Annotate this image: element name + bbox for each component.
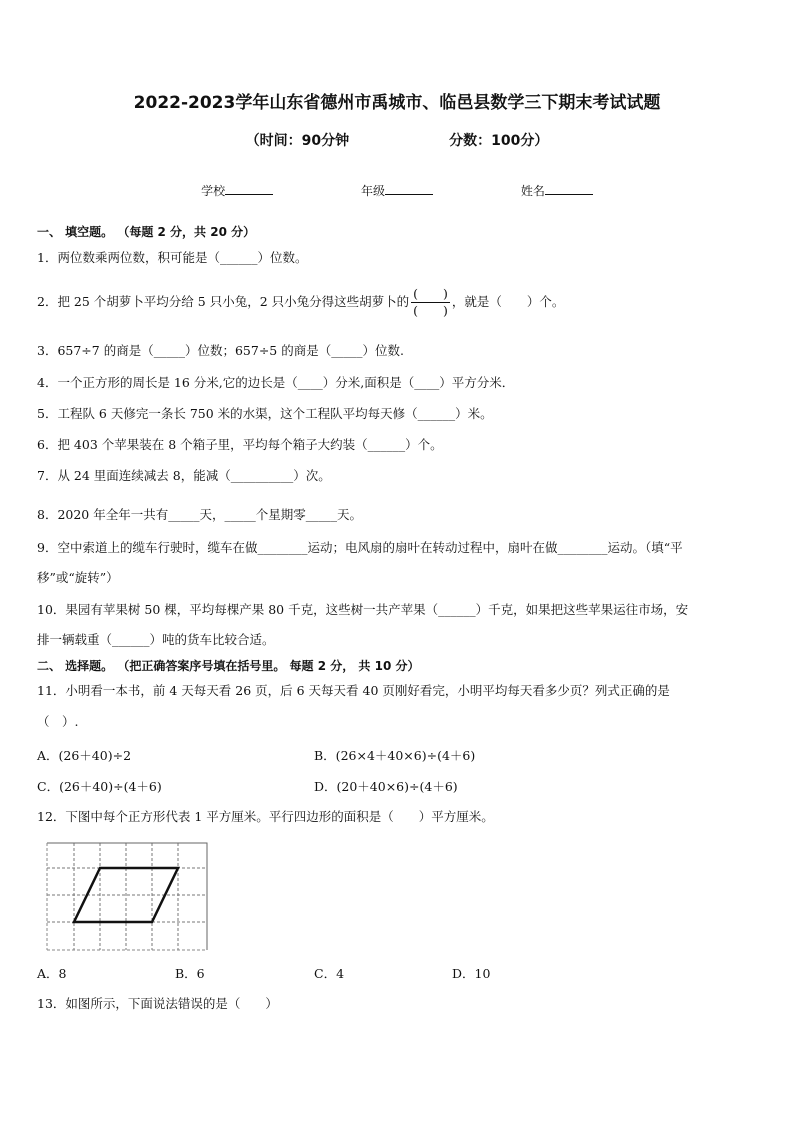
question-4: 4．一个正方形的周长是 16 分米,它的边长是（____）分米,面积是（____）平方分米．: [37, 375, 515, 390]
school-field: 学校: [201, 182, 273, 199]
q11-option-b[interactable]: B．(26×4＋40×6)÷(4＋6): [314, 748, 476, 763]
question-12: 12．下图中每个正方形代表 1 平方厘米。平行四边形的面积是（ ）平方厘米。: [37, 809, 494, 824]
question-11-line-2: （ ）.: [37, 714, 79, 729]
question-11-line-1: 11．小明看一本书，前 4 天每天看 26 页，后 6 天每天看 40 页刚好看完，小明平均每天看多少页？列式正确的是: [37, 683, 670, 698]
question-5: 5．工程队 6 天修完一条长 750 米的水渠，这个工程队平均每天修（______）米。: [37, 406, 493, 421]
name-field: 姓名: [521, 182, 593, 199]
question-1: 1．两位数乘两位数，积可能是（______）位数。: [37, 250, 308, 265]
time-limit: （时间：90分钟: [245, 133, 350, 149]
question-7: 7．从 24 里面连续减去 8，能减（__________）次。: [37, 468, 331, 483]
student-info-row: [0, 182, 794, 199]
page-title: 2022-2023学年山东省德州市禹城市、临邑县数学三下期末考试试题: [133, 93, 661, 113]
question-13: 13．如图所示，下面说法错误的是（ ）: [37, 996, 278, 1011]
question-10-line-2: 排一辆载重（______）吨的货车比较合适。: [37, 632, 275, 647]
fraction-blank: $\frac{( )}{( )}$: [413, 286, 448, 318]
total-score: 分数：100分）: [449, 133, 549, 149]
grade-blank[interactable]: [385, 182, 433, 195]
grid-lines: [47, 843, 207, 950]
parallelogram-grid-figure: [44, 840, 210, 954]
school-blank[interactable]: [225, 182, 273, 195]
question-9-line-1: 9．空中索道上的缆车行驶时，缆车在做________运动；电风扇的扇叶在转动过程中，扇叶在做________运动。（填“平: [37, 540, 683, 555]
q11-option-a[interactable]: A．(26＋40)÷2: [37, 748, 132, 763]
question-2: 2．把 25 个胡萝卜平均分给 5 只小兔，2 只小兔分得这些胡萝卜的 $\frac{( )}{( )}$ ，就是（ ）个。: [37, 286, 565, 318]
q12-option-d[interactable]: D．10: [452, 966, 491, 981]
q11-option-d[interactable]: D．(20＋40×6)÷(4＋6): [314, 779, 458, 794]
question-8: 8．2020 年全年一共有_____天，_____个星期零_____天。: [37, 507, 362, 522]
q12-option-c[interactable]: C．4: [314, 966, 345, 981]
name-blank[interactable]: [545, 182, 593, 195]
grid-border: [47, 843, 207, 950]
exam-subtitle: [0, 130, 794, 150]
section-heading-choice: 二、 选择题。 （把正确答案序号填在括号里。 每题 2 分， 共 10 分）: [37, 659, 420, 673]
question-9-line-2: 移”或“旋转”）: [37, 570, 119, 585]
grade-field: 年级: [361, 182, 433, 199]
q12-option-b[interactable]: B．6: [175, 966, 205, 981]
question-6: 6．把 403 个苹果装在 8 个箱子里，平均每个箱子大约装（______）个。: [37, 437, 443, 452]
q11-option-c[interactable]: C．(26＋40)÷(4＋6): [37, 779, 162, 794]
question-3: 3．657÷7 的商是（_____）位数；657÷5 的商是（_____）位数.: [37, 343, 404, 358]
section-heading-fill-in: 一、 填空题。 （每题 2 分，共 20 分）: [37, 225, 256, 239]
q12-option-a[interactable]: A．8: [37, 966, 67, 981]
question-10-line-1: 10．果园有苹果树 50 棵，平均每棵产果 80 千克，这些树一共产苹果（______）千克，如果把这些苹果运往市场，安: [37, 602, 689, 617]
